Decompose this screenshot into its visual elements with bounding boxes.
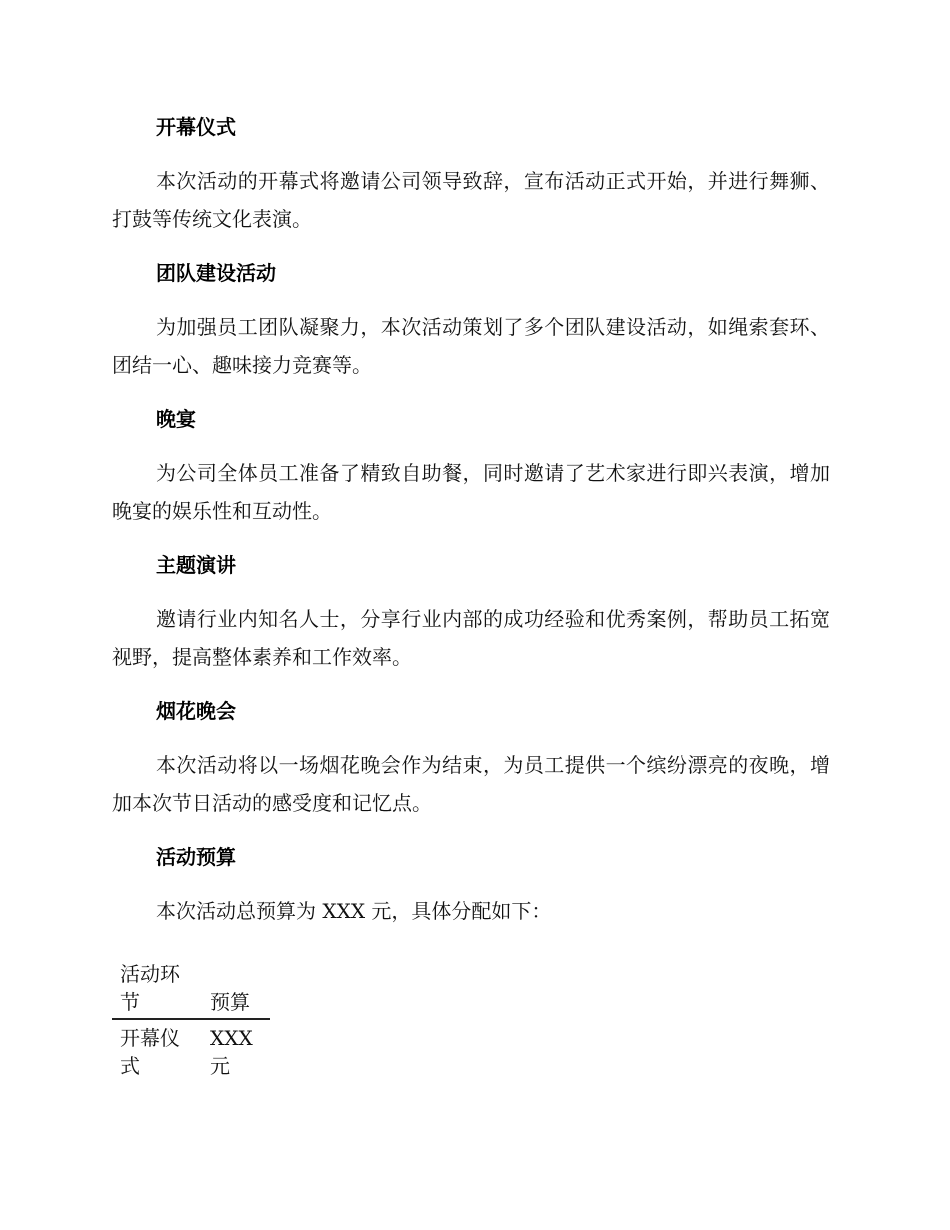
section-heading-opening: 开幕仪式 bbox=[156, 115, 236, 139]
section-body-dinner: 为公司全体员工准备了精致自助餐，同时邀请了艺术家进行即兴表演，增加晚宴的娱乐性和互动性。 bbox=[112, 461, 830, 523]
section-body-opening: 本次活动的开幕式将邀请公司领导致辞，宣布活动正式开始，并进行舞狮、打鼓等传统文化表演。 bbox=[112, 169, 830, 231]
table-row bbox=[112, 1019, 270, 1080]
section-heading-team-building: 团队建设活动 bbox=[156, 261, 276, 285]
section-heading-keynote: 主题演讲 bbox=[156, 553, 236, 577]
section-body-budget: 本次活动总预算为 XXX 元，具体分配如下： bbox=[156, 899, 552, 923]
budget-table-header-row bbox=[112, 960, 270, 1019]
section-body-team-building: 为加强员工团队凝聚力，本次活动策划了多个团队建设活动，如绳索套环、团结一心、趣味接力竞赛等。 bbox=[112, 315, 830, 377]
section-heading-fireworks: 烟花晚会 bbox=[156, 699, 236, 723]
budget-table-cell-item: 开幕仪式 bbox=[120, 1026, 180, 1078]
section-body-keynote: 邀请行业内知名人士，分享行业内部的成功经验和优秀案例，帮助员工拓宽视野，提高整体素养和工作效率。 bbox=[112, 607, 830, 669]
budget-table-cell-budget: XXX 元 bbox=[210, 1026, 253, 1078]
section-heading-dinner: 晚宴 bbox=[156, 407, 196, 431]
budget-table-header-budget: 预算 bbox=[202, 960, 270, 1019]
budget-table-header-item: 活动环节 bbox=[112, 960, 202, 1019]
section-body-fireworks: 本次活动将以一场烟花晚会作为结束，为员工提供一个缤纷漂亮的夜晚，增加本次节日活动的感受度和记忆点。 bbox=[112, 753, 830, 815]
budget-table bbox=[112, 960, 270, 1080]
section-heading-budget: 活动预算 bbox=[156, 845, 236, 869]
